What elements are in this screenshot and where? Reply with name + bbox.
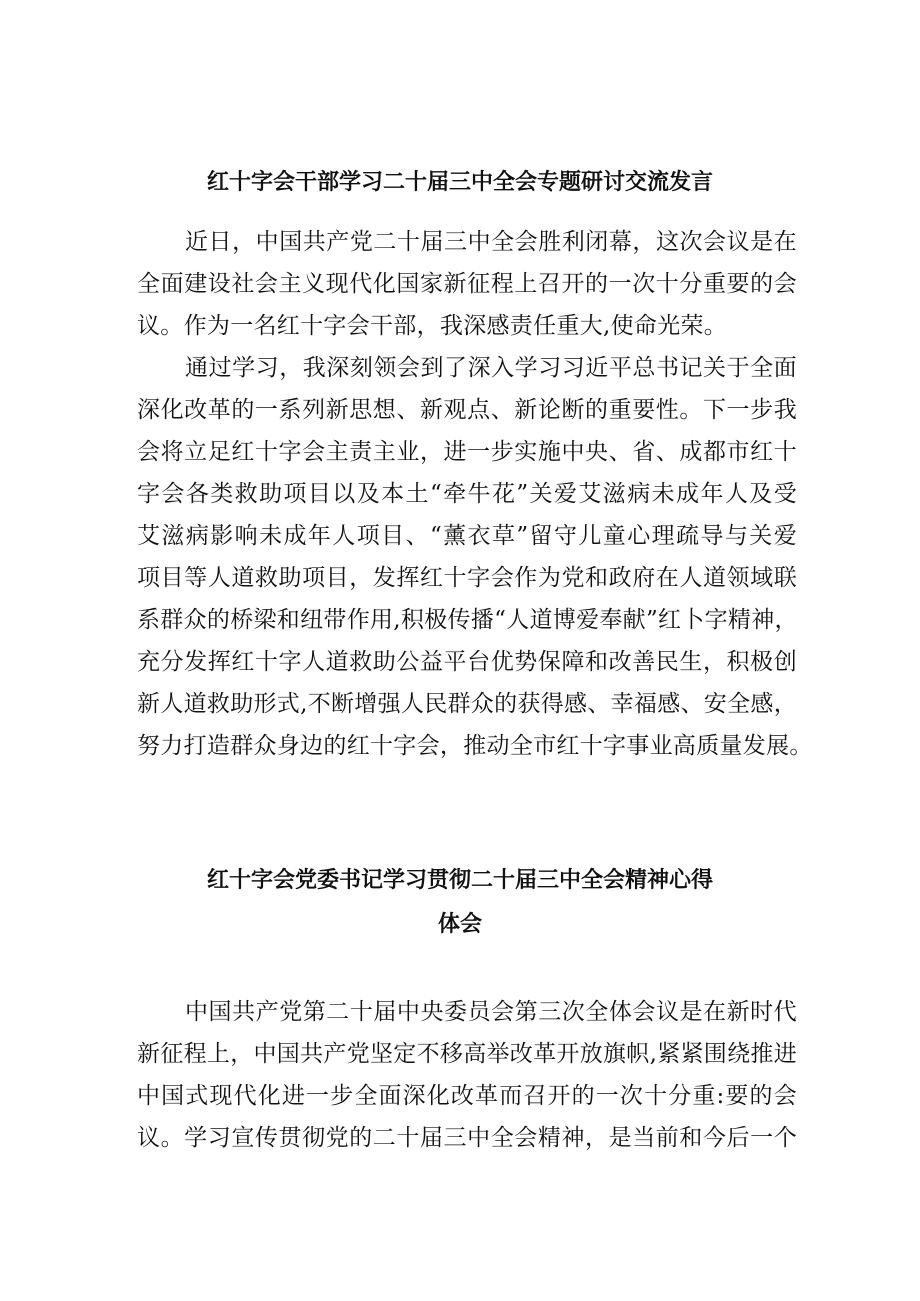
text-line: 通过学习，我深刻领会到了深入学习习近平总书记关于全面	[185, 355, 797, 381]
text-line: 会将立足红十字会主责主业，进一步实施中央、省、成都市红十	[137, 439, 797, 465]
text-line: 中国共产党第二十届中央委员会第三次全体会议是在新时代	[185, 999, 797, 1025]
text-line: 议。学习宣传贯彻党的二十届三中全会精神，是当前和今后一个	[137, 1125, 797, 1151]
text-line: 新征程上，中国共产党坚定不移高举改革开放旗帜,紧紧围绕推进	[137, 1041, 798, 1067]
text-line: 深化改革的一系列新思想、新观点、新论断的重要性。下一步我	[137, 397, 797, 423]
text-line: 中国式现代化进一步全面深化改革而召开的一次十分重:要的会	[137, 1083, 797, 1109]
text-line: 全面建设社会主义现代化国家新征程上召开的一次十分重要的会	[137, 271, 797, 297]
text-line: 字会各类救助项目以及本土“牵牛花”关爱艾滋病未成年人及受	[137, 481, 797, 507]
text-line: 新人道救助形式,不断增强人民群众的获得感、幸福感、安全感，	[137, 691, 798, 717]
section1-title: 红十字会干部学习二十届三中全会专题研讨交流发言	[206, 169, 713, 195]
text-line: 近日，中国共产党二十届三中全会胜利闭幕，这次会议是在	[185, 229, 797, 255]
section2-title: 红十字会党委书记学习贯彻二十届三中全会精神心得	[206, 867, 713, 893]
text-line: 议。作为一名红十字会干部，我深感责任重大,使命光荣。	[137, 313, 728, 339]
section2-title-continued: 体会	[437, 911, 482, 937]
text-line: 努力打造群众身边的红十字会，推动全市红十字事业高质量发展。	[137, 733, 813, 759]
text-line: 系群众的桥梁和纽带作用,积极传播“人道博爱奉献”红卜字精神，	[137, 607, 798, 633]
text-line: 项目等人道救助项目，发挥红十字会作为党和政府在人道领域联	[137, 565, 797, 591]
text-line: 艾滋病影响未成年人项目、“薰衣草”留守儿童心理疏导与关爱	[137, 523, 797, 549]
text-line: 充分发挥红十字人道救助公益平台优势保障和改善民生，积极创	[137, 649, 797, 675]
